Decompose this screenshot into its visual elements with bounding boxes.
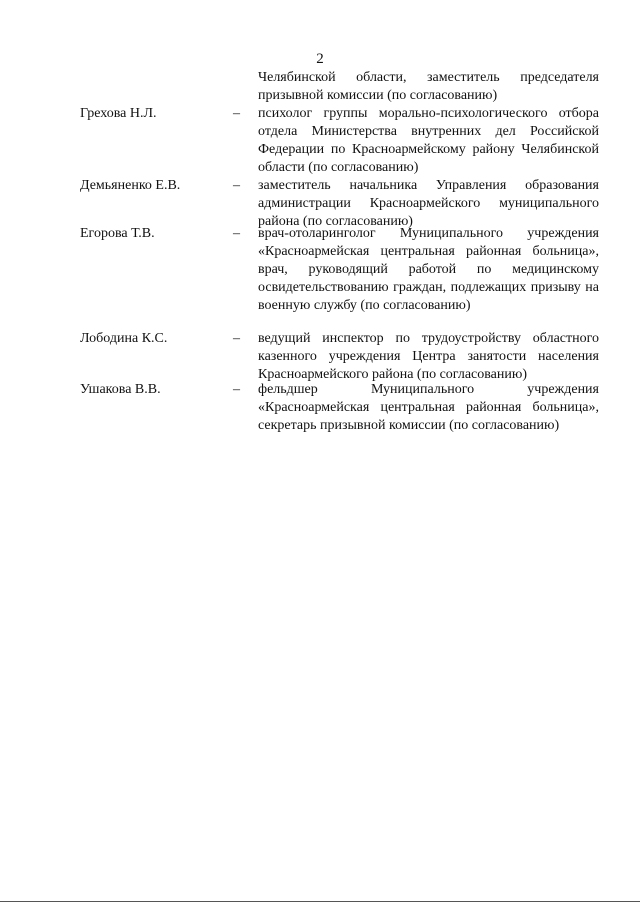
member-name: Грехова Н.Л.	[80, 106, 157, 121]
member-dash: –	[233, 226, 240, 241]
page-bottom-rule	[0, 901, 640, 902]
member-role: врач-отоларинголог Муниципального учреждения «Красноармейская центральная районная больница», врач, руководящий работой по медицинскому освидетельствованию граждан, подлежащих призыву на военную службу (по согласованию)	[258, 226, 599, 313]
intro-continuation-text: Челябинской области, заместитель председателя призывной комиссии (по согласованию)	[258, 70, 599, 103]
member-dash: –	[233, 331, 240, 346]
member-name: Демьяненко Е.В.	[80, 178, 181, 193]
member-name: Лободина К.С.	[80, 331, 168, 346]
member-dash: –	[233, 382, 240, 397]
member-role: психолог группы морально-психологического отбора отдела Министерства внутренних дел Российской Федерации по Красноармейскому району Челябинской области (по согласованию)	[258, 106, 599, 175]
member-dash: –	[233, 106, 240, 121]
member-role: фельдшер Муниципального учреждения «Красноармейская центральная районная больница», секретарь призывной комиссии (по согласованию)	[258, 382, 599, 433]
member-dash: –	[233, 178, 240, 193]
member-role: ведущий инспектор по трудоустройству областного казенного учреждения Центра занятости населения Красноармейского района (по согласованию)	[258, 331, 599, 382]
member-role: заместитель начальника Управления образования администрации Красноармейского муниципального района (по согласованию)	[258, 178, 599, 229]
member-name: Ушакова В.В.	[80, 382, 161, 397]
member-name: Егорова Т.В.	[80, 226, 155, 241]
page-number: 2	[316, 51, 324, 67]
